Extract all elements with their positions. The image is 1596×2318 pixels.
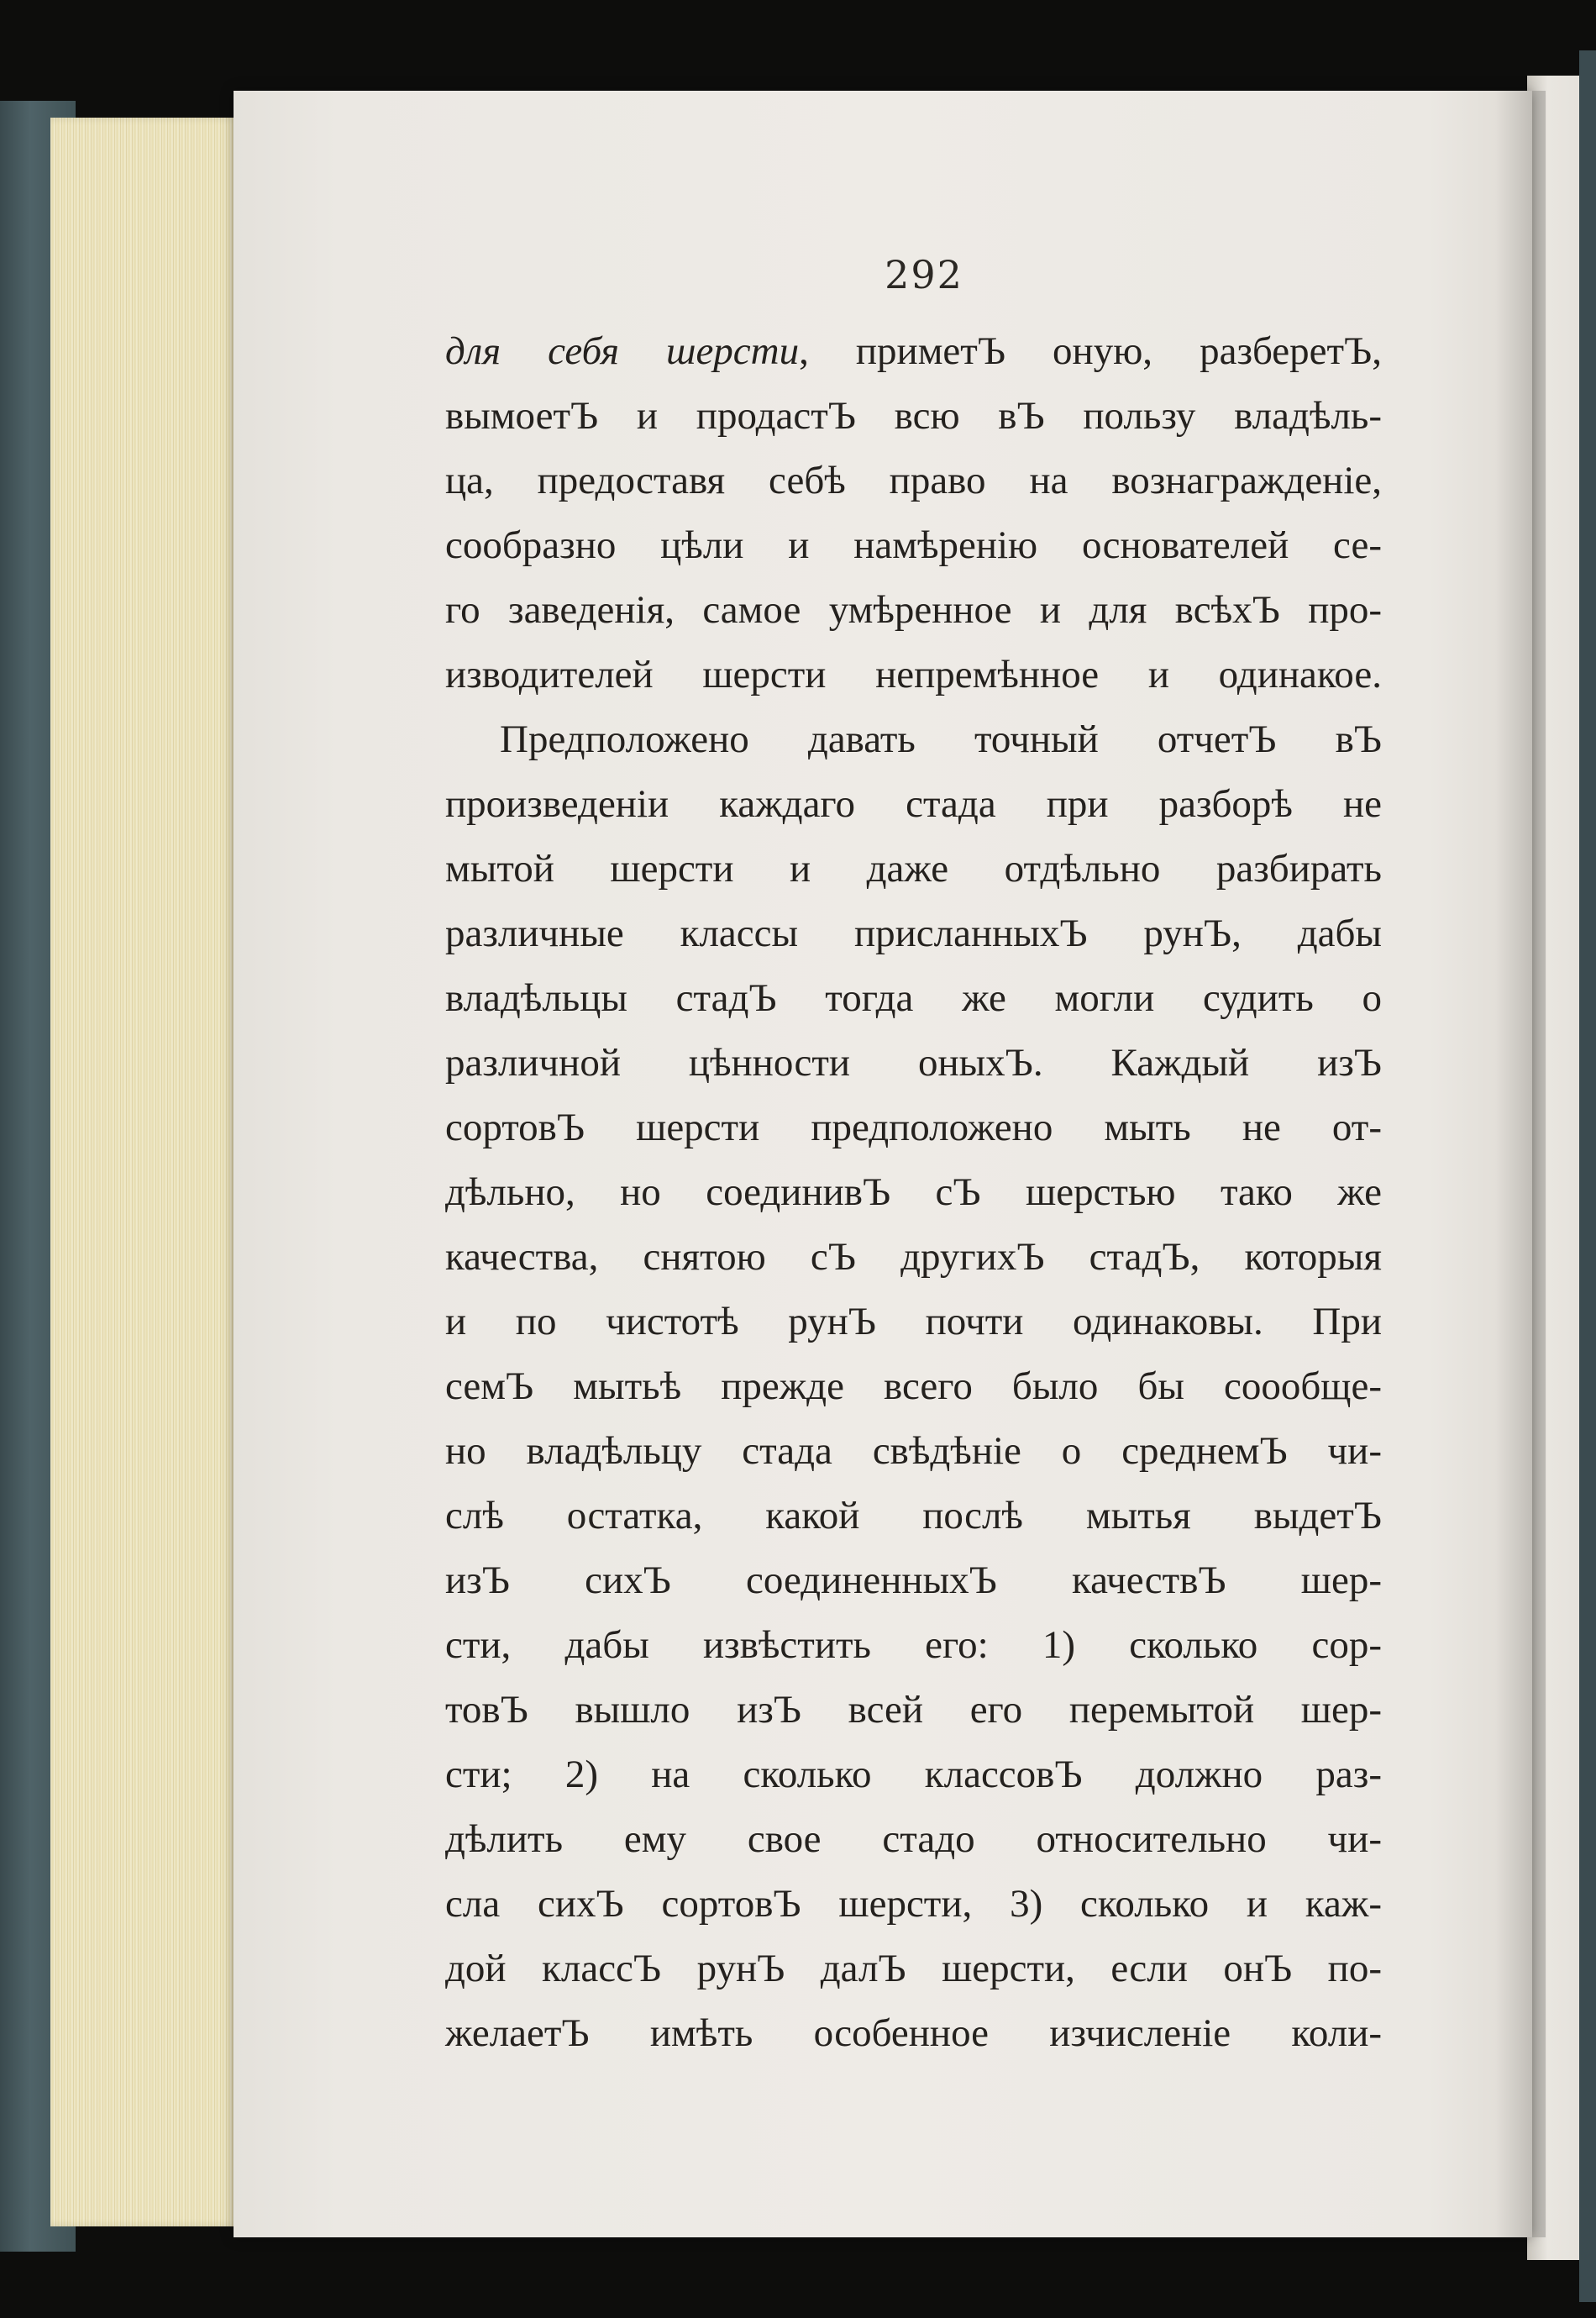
text-line: произведеніи каждаго стада при разборѣ не (445, 782, 1382, 826)
text-line: изводителей шерсти непремѣнное и одинакое. (445, 653, 1382, 696)
text-line: и по чистотѣ рунЪ почти одинаковы. При (445, 1300, 1382, 1343)
text-line: ца, предоставя себѣ право на вознагражденіе, (445, 459, 1382, 502)
text-line: сообразно цѣли и намѣренію основателей се- (445, 523, 1382, 567)
text-line: различной цѣнности оныхЪ. Каждый изЪ (445, 1041, 1382, 1085)
text-line: товЪ вышло изЪ всей его перемытой шер- (445, 1688, 1382, 1732)
text-line (445, 319, 1382, 384)
italic-phrase: для себя шерсти (445, 329, 800, 373)
page-number: 292 (885, 252, 963, 297)
text-line: желаетЪ имѣть особенное изчисленіе коли- (445, 2011, 1382, 2055)
gutter-shadow (1495, 91, 1546, 2237)
text-line: мытой шерсти и даже отдѣльно разбирать (445, 847, 1382, 891)
text-line: изЪ сихЪ соединенныхЪ качествЪ шер- (445, 1558, 1382, 1602)
text-line: дѣльно, но соединивЪ сЪ шерстью тако же (445, 1170, 1382, 1214)
text-line: го заведенія, самое умѣренное и для всѣхЪ про- (445, 588, 1382, 632)
line-text: , приметЪ оную, разберетЪ, (799, 329, 1382, 373)
text-line: дѣлить ему свое стадо относительно чи- (445, 1817, 1382, 1861)
text-line: слѣ остатка, какой послѣ мытья выдетЪ (445, 1494, 1382, 1537)
text-line: но владѣльцу стада свѣдѣніе о среднемЪ чи- (445, 1429, 1382, 1473)
text-line: дой классЪ рунЪ далЪ шерсти, если онЪ по- (445, 1947, 1382, 1990)
text-line: сти, дабы извѣстить его: 1) сколько сор- (445, 1623, 1382, 1667)
book-cover-right (1579, 50, 1596, 2302)
text-line: качества, снятою сЪ другихЪ стадЪ, которыя (445, 1235, 1382, 1279)
text-line: семЪ мытьѣ прежде всего было бы соообще- (445, 1364, 1382, 1408)
text-line: Предположено давать точный отчетЪ вЪ (500, 717, 1382, 761)
body-text (445, 319, 1382, 2066)
text-line: вымоетЪ и продастЪ всю вЪ пользу владѣль- (445, 394, 1382, 438)
text-line: различные классы присланныхЪ рунЪ, дабы (445, 912, 1382, 955)
text-line: сла сихЪ сортовЪ шерсти, 3) сколько и каж- (445, 1882, 1382, 1926)
page-edges (50, 118, 239, 2226)
text-line: сортовЪ шерсти предположено мыть не от- (445, 1106, 1382, 1149)
text-line: сти; 2) на сколько классовЪ должно раз- (445, 1753, 1382, 1796)
text-line: владѣльцы стадЪ тогда же могли судить о (445, 976, 1382, 1020)
